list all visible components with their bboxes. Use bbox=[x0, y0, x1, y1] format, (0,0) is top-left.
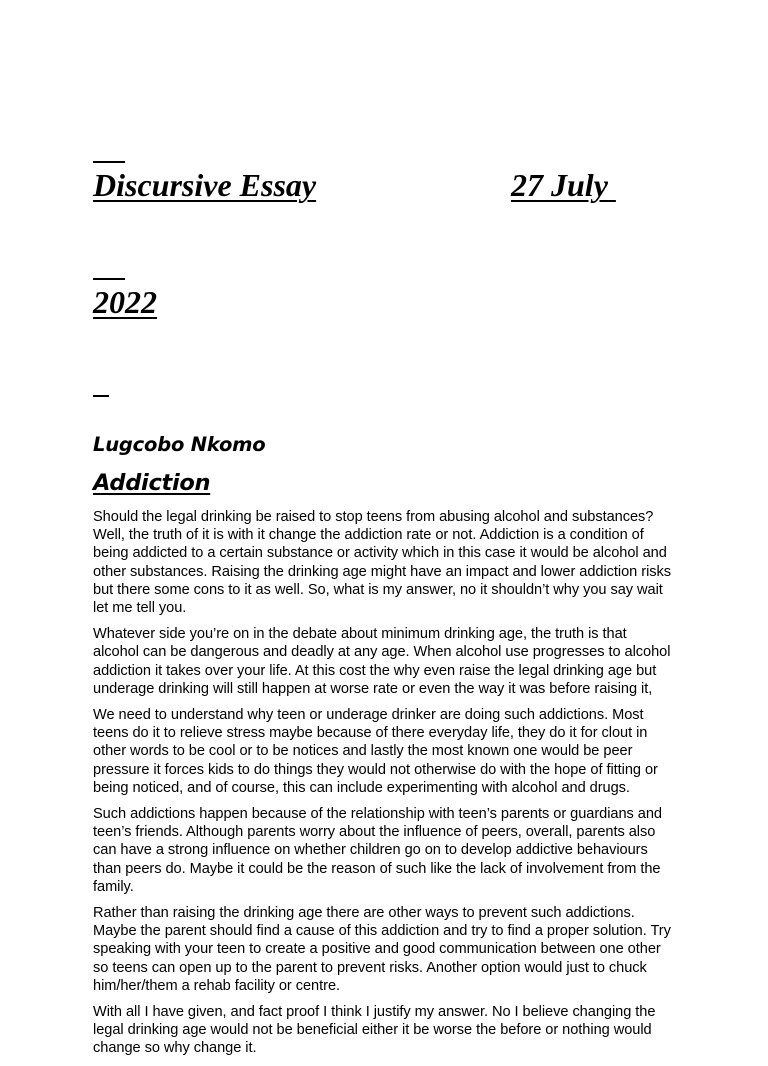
paragraph: With all I have given, and fact proof I think I justify my answer. No I believe changing the legal drinking age would not be beneficial either it be worse the before or nothing would change so why change it. bbox=[93, 1004, 656, 1057]
essay-title-block bbox=[93, 88, 675, 400]
essay-date: 27 July bbox=[511, 167, 616, 203]
essay-title: Discursive Essay bbox=[93, 167, 317, 203]
paragraph: We need to understand why teen or underage drinker are doing such addictions. Most teens do it to relieve stress maybe because of there everyday life, they do it for clout in other words to be cool or to be notices and lastly the most known one would be peer pressure it forces kids to do things they would not otherwise do with the hope of fitting or being noticed, and of course, this can include experimenting with alcohol and drugs. bbox=[93, 707, 658, 796]
title-line bbox=[93, 166, 675, 205]
paragraph: Should the legal drinking be raised to stop teens from abusing alcohol and substances? Well, the truth of it is with it change the addiction rate or not. Addiction is a condition of being addicted to a certain substance or activity which in this case it would be alcohol and other substances. Raising the drinking age might have an impact and lower addiction risks but there some cons to it as well. So, what is my answer, no it shouldn’t why you say wait let me tell you. bbox=[93, 509, 671, 617]
author-name: Lugcobo Nkomo bbox=[93, 433, 266, 456]
paragraph: Such addictions happen because of the relationship with teen’s parents or guardians and teen’s friends. Although parents worry about the influence of peers, overall, parents also can have a strong influence on whether children go on to develop addictive behaviours than peers do. Maybe it could be the reason of such like the lack of involvement from the family. bbox=[93, 806, 662, 895]
paragraph: Rather than raising the drinking age there are other ways to prevent such addictions. Maybe the parent should find a cause of this addiction and try to find a proper solution. Try speaking with your teen to create a positive and good communication between one other so teens can open up to the parent to prevent risks. Another option would just to chuck him/her/them a rehab facility or centre. bbox=[93, 905, 671, 994]
essay-body bbox=[93, 508, 675, 1058]
section-heading: Addiction bbox=[93, 470, 211, 496]
essay-year: 2022 bbox=[93, 284, 157, 320]
paragraph: Whatever side you’re on in the debate about minimum drinking age, the truth is that alcohol can be dangerous and deadly at any age. When alcohol use progresses to alcohol addiction it takes over your life. At this cost the why even raise the legal drinking age but underage drinking will still happen at worse rate or even the way it was before raising it, bbox=[93, 626, 671, 697]
document-page bbox=[93, 88, 675, 1066]
